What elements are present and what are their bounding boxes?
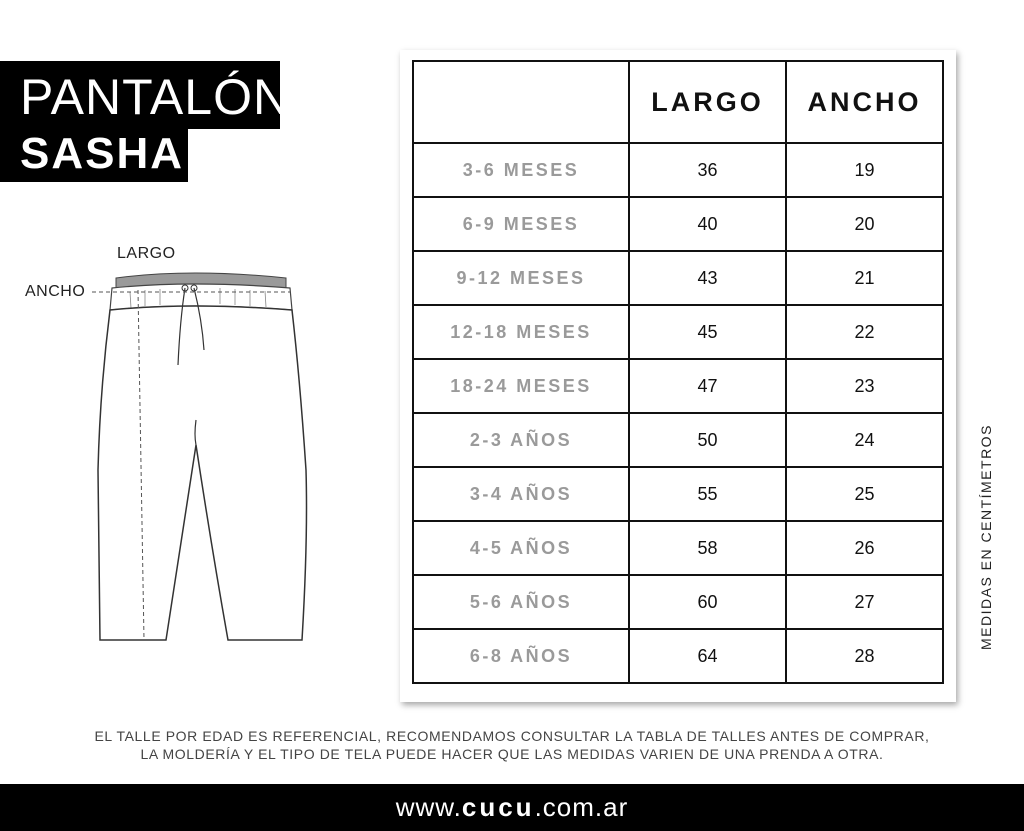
- size-cell: 5-6 AÑOS: [413, 575, 629, 629]
- table-row: [413, 467, 943, 521]
- table-row: [413, 413, 943, 467]
- ancho-cell: 20: [786, 197, 943, 251]
- size-cell: 18-24 MESES: [413, 359, 629, 413]
- largo-cell: 40: [629, 197, 786, 251]
- table-row: [413, 629, 943, 683]
- largo-cell: 43: [629, 251, 786, 305]
- size-chart-panel: [400, 50, 956, 702]
- table-row: [413, 143, 943, 197]
- website-link[interactable]: [396, 792, 629, 822]
- pants-diagram: [20, 240, 320, 660]
- largo-cell: 60: [629, 575, 786, 629]
- largo-cell: 45: [629, 305, 786, 359]
- size-chart-table: [412, 60, 944, 684]
- size-cell: 3-4 AÑOS: [413, 467, 629, 521]
- largo-cell: 58: [629, 521, 786, 575]
- ancho-cell: 26: [786, 521, 943, 575]
- size-cell: 9-12 MESES: [413, 251, 629, 305]
- ancho-cell: 25: [786, 467, 943, 521]
- ancho-cell: 28: [786, 629, 943, 683]
- largo-cell: 50: [629, 413, 786, 467]
- title-line-1: PANTALÓN: [0, 61, 280, 129]
- disclaimer-line-1: EL TALLE POR EDAD ES REFERENCIAL, RECOMENDAMOS CONSULTAR LA TABLA DE TALLES ANTES DE COMPRAR,: [94, 728, 930, 744]
- table-row: [413, 575, 943, 629]
- disclaimer-line-2: LA MOLDERÍA Y EL TIPO DE TELA PUEDE HACER QUE LAS MEDIDAS VARIEN DE UNA PRENDA A OTRA.: [140, 746, 884, 762]
- ancho-cell: 21: [786, 251, 943, 305]
- size-cell: 6-9 MESES: [413, 197, 629, 251]
- size-cell: 2-3 AÑOS: [413, 413, 629, 467]
- header-ancho: ANCHO: [786, 61, 943, 143]
- ancho-cell: 19: [786, 143, 943, 197]
- title-line-2: SASHA: [0, 129, 188, 182]
- largo-cell: 47: [629, 359, 786, 413]
- size-cell: 4-5 AÑOS: [413, 521, 629, 575]
- ancho-cell: 24: [786, 413, 943, 467]
- footer-bar: [0, 784, 1024, 831]
- size-cell: 3-6 MESES: [413, 143, 629, 197]
- table-row: [413, 305, 943, 359]
- table-row: [413, 197, 943, 251]
- ancho-cell: 27: [786, 575, 943, 629]
- largo-cell: 36: [629, 143, 786, 197]
- table-row: [413, 521, 943, 575]
- table-row: [413, 251, 943, 305]
- header-largo: LARGO: [629, 61, 786, 143]
- size-cell: 12-18 MESES: [413, 305, 629, 359]
- largo-cell: 64: [629, 629, 786, 683]
- url-prefix: www.: [395, 792, 462, 822]
- diagram-largo-label: LARGO: [117, 245, 176, 262]
- product-title: [0, 61, 291, 182]
- disclaimer: [0, 727, 1024, 763]
- url-brand: cucu: [461, 792, 535, 822]
- largo-cell: 55: [629, 467, 786, 521]
- diagram-ancho-label: ANCHO: [25, 283, 86, 300]
- units-note: MEDIDAS EN CENTÍMETROS: [978, 424, 994, 650]
- table-header-row: [413, 61, 943, 143]
- header-size: [413, 61, 629, 143]
- table-row: [413, 359, 943, 413]
- ancho-cell: 23: [786, 359, 943, 413]
- ancho-cell: 22: [786, 305, 943, 359]
- size-cell: 6-8 AÑOS: [413, 629, 629, 683]
- url-suffix: .com.ar: [534, 792, 629, 822]
